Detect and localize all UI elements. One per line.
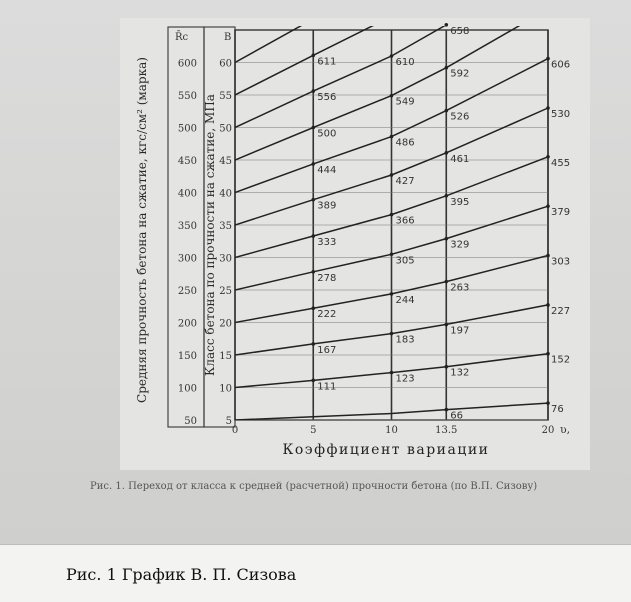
y-left-symbol: R̄с xyxy=(175,32,189,43)
data-point xyxy=(546,303,550,307)
y-right-tick-label: 50 xyxy=(219,123,232,135)
data-point xyxy=(546,401,550,405)
data-point xyxy=(546,254,550,258)
data-label: 222 xyxy=(317,309,337,321)
data-label: 526 xyxy=(450,111,470,123)
data-label: 227 xyxy=(551,305,571,317)
data-point xyxy=(311,54,315,58)
x-tick-label: 20 xyxy=(541,425,555,436)
data-label: 183 xyxy=(395,334,415,346)
data-point xyxy=(546,204,550,208)
data-point xyxy=(444,66,448,70)
data-label: 333 xyxy=(317,237,337,249)
data-label: 111 xyxy=(317,381,337,393)
data-label: 305 xyxy=(395,255,415,267)
data-point xyxy=(444,194,448,198)
data-label: 486 xyxy=(395,137,415,149)
data-label: 366 xyxy=(395,215,415,227)
x-tick-label: 0 xyxy=(231,425,239,436)
data-point xyxy=(390,332,394,336)
data-label: 530 xyxy=(551,109,571,120)
data-point xyxy=(390,292,394,296)
data-label: 132 xyxy=(450,367,470,379)
y-left-tick-label: 150 xyxy=(177,351,197,362)
data-label: 152 xyxy=(551,354,571,366)
y-left-tick-label: 300 xyxy=(177,253,197,265)
data-label: 549 xyxy=(395,96,415,108)
data-label: 455 xyxy=(551,157,571,169)
data-point xyxy=(390,252,394,256)
data-label: 658 xyxy=(450,25,470,37)
y-left-tick-label: 600 xyxy=(177,58,197,70)
data-point xyxy=(390,54,394,58)
figure-caption: Рис. 1. Переход от класса к средней (расчетной) прочности бетона (по В.П. Сизову) xyxy=(90,481,538,492)
data-label: 167 xyxy=(317,344,337,356)
data-point xyxy=(311,198,315,202)
data-label: 500 xyxy=(317,128,337,140)
page-caption: Рис. 1 График В. П. Сизова xyxy=(66,565,297,584)
y-right-tick-label: 40 xyxy=(219,188,232,200)
x-symbol: ʋ, xyxy=(560,423,571,436)
y-left-tick-label: 200 xyxy=(177,318,197,330)
x-tick-label: 10 xyxy=(385,425,398,436)
data-point xyxy=(546,352,550,356)
data-label: 592 xyxy=(450,68,470,80)
data-point xyxy=(444,23,448,27)
data-label: 461 xyxy=(450,153,470,165)
data-point xyxy=(444,109,448,113)
y-right-tick-label: 45 xyxy=(219,156,232,167)
data-point xyxy=(311,379,315,383)
data-point xyxy=(444,365,448,369)
data-point xyxy=(390,371,394,375)
y-right-tick-label: 15 xyxy=(219,351,232,362)
y-right-tick-label: 25 xyxy=(219,286,232,297)
y-left-tick-label: 350 xyxy=(177,221,197,232)
data-label: 444 xyxy=(317,164,337,176)
data-point xyxy=(311,270,315,274)
x-axis-title: Коэффициент вариации xyxy=(282,442,490,458)
data-label: 611 xyxy=(317,56,337,68)
data-point xyxy=(390,135,394,139)
data-label: 427 xyxy=(395,175,415,187)
y-right-tick-label: 5 xyxy=(225,416,232,427)
data-label: 329 xyxy=(450,239,470,251)
data-point xyxy=(444,237,448,241)
data-point xyxy=(311,306,315,310)
data-point xyxy=(311,126,315,130)
y-right-tick-label: 20 xyxy=(219,318,232,330)
data-label: 76 xyxy=(551,404,564,416)
data-label: 610 xyxy=(395,57,415,68)
y-right-tick-label: 55 xyxy=(219,91,232,102)
y-left-tick-label: 550 xyxy=(177,91,197,102)
data-point xyxy=(311,162,315,166)
data-label: 395 xyxy=(450,196,470,208)
data-point xyxy=(444,280,448,284)
data-label: 123 xyxy=(395,373,415,385)
y-left-tick-label: 100 xyxy=(177,383,197,395)
data-label: 379 xyxy=(551,207,571,219)
y-left-tick-label: 500 xyxy=(177,123,197,135)
data-label: 303 xyxy=(551,256,571,268)
paper-sheet xyxy=(120,18,590,470)
y-right-symbol: B xyxy=(224,32,232,43)
y-left-tick-label: 450 xyxy=(177,156,197,167)
data-point xyxy=(311,342,315,346)
y-left-axis-title: Средняя прочность бетона на сжатие, кгс/см² (марка) xyxy=(135,57,149,403)
data-point xyxy=(546,106,550,110)
data-point xyxy=(390,173,394,177)
y-right-tick-label: 30 xyxy=(219,253,232,265)
y-right-tick-label: 35 xyxy=(219,221,232,232)
data-point xyxy=(546,57,550,61)
data-label: 197 xyxy=(450,325,470,337)
data-label: 389 xyxy=(317,200,337,212)
data-point xyxy=(390,94,394,98)
data-point xyxy=(444,408,448,412)
data-label: 244 xyxy=(395,294,415,306)
data-label: 556 xyxy=(317,92,337,104)
data-point xyxy=(444,323,448,327)
y-right-tick-label: 10 xyxy=(219,383,232,395)
data-point xyxy=(390,213,394,217)
x-tick-label: 5 xyxy=(310,425,317,436)
y-left-tick-label: 400 xyxy=(177,188,197,200)
data-point xyxy=(311,89,315,93)
data-point xyxy=(546,155,550,159)
y-right-axis-title: Класс бетона по прочности на сжатие, МПа xyxy=(203,94,217,376)
data-label: 606 xyxy=(551,59,571,71)
y-left-tick-label: 50 xyxy=(184,416,197,427)
x-tick-label: 13.5 xyxy=(435,425,458,436)
y-right-tick-label: 60 xyxy=(219,58,232,70)
data-label: 66 xyxy=(450,410,464,422)
y-left-tick-label: 250 xyxy=(177,286,197,297)
data-point xyxy=(444,151,448,155)
data-point xyxy=(311,234,315,238)
data-label: 263 xyxy=(450,282,470,294)
data-label: 278 xyxy=(317,272,337,284)
